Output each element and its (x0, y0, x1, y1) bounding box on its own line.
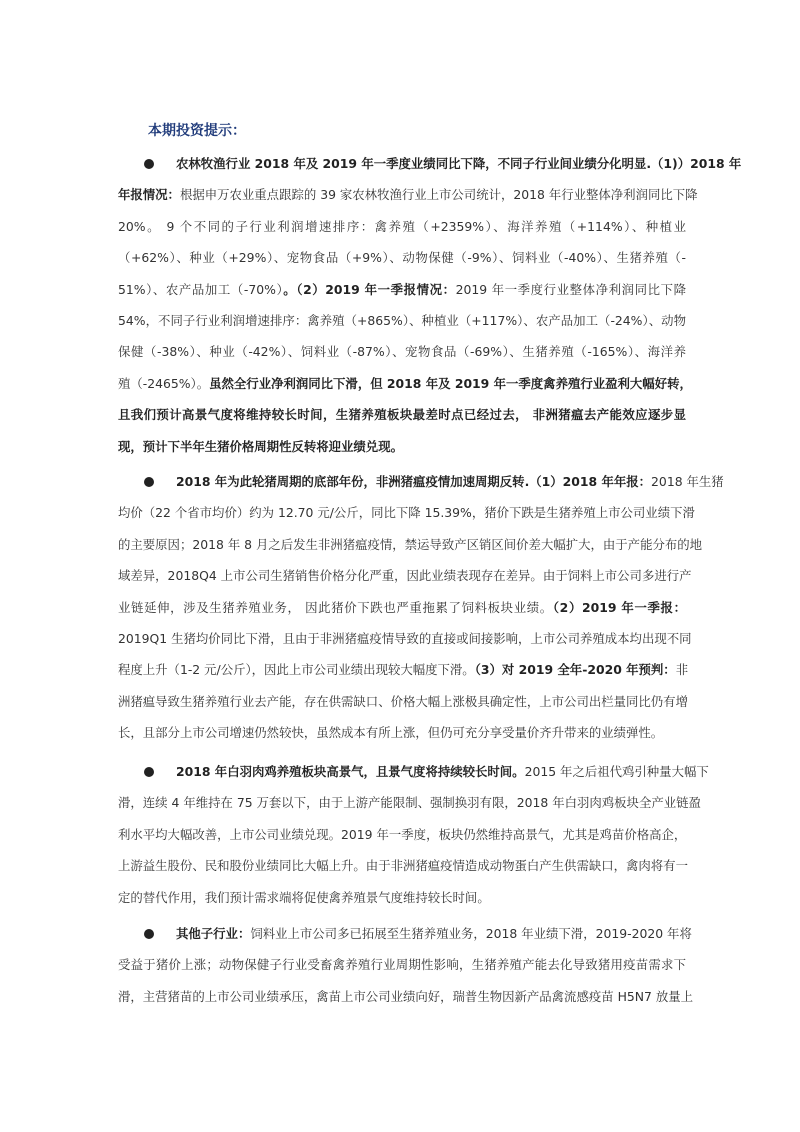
text-line: 域差异，2018Q4 上市公司生猪销售价格分化严重，因此业绩表现存在差异。由于饲料上市公司多进行产 (118, 568, 692, 584)
paragraph-pig-cycle (118, 466, 724, 749)
text-line: 定的替代作用，我们预计需求端将促使禽养殖景气度维持较长时间。 (118, 889, 490, 905)
text-line: （+62%）、种业（+29%）、宠物食品（+9%）、动物保健（-9%）、饲料业（-40%）、生猪养殖（- (118, 250, 686, 266)
bullet-icon (144, 477, 154, 487)
text-line: 长，且部分上市公司增速仍然较快，虽然成本有所上涨，但仍可充分享受量价齐升带来的业绩弹性。 (118, 725, 664, 741)
text-line: 业链延伸，涉及生猪养殖业务， 因此猪价下跌也严重拖累了饲料板块业绩。（2）2019 年一季报： (118, 599, 686, 615)
text-line: 的主要原因；2018 年 8 月之后发生非洲猪瘟疫情，禁运导致产区销区间价差大幅扩大，由于产能分布的地 (118, 536, 703, 552)
text-line: 受益于猪价上涨；动物保健子行业受畜禽养殖行业周期性影响，生猪养殖产能去化导致猪用疫苗需求下 (118, 957, 686, 973)
text-line: 滑，主营猪苗的上市公司业绩承压，禽苗上市公司业绩向好，瑞普生物因新产品禽流感疫苗 H5N7 放量上 (118, 988, 694, 1004)
text-line: 均价（22 个省市均价）约为 12.70 元/公斤，同比下降 15.39%，猪价下跌是生猪养殖上市公司业绩下滑 (118, 505, 695, 521)
paragraph-broiler (118, 756, 709, 913)
text-line: 程度上升（1-2 元/公斤），因此上市公司业绩出现较大幅度下滑。（3）对 2019 全年-2020 年预判：非 (118, 662, 689, 678)
text-line: 农林牧渔行业 2018 年及 2019 年一季度业绩同比下降，不同子行业间业绩分化明显.（1)）2018 年 (118, 148, 686, 179)
text-line: 51%）、农产品加工（-70%）。（2）2019 年一季报情况：2019 年一季度行业整体净利润同比下降 (118, 281, 686, 297)
text-line: 滑，连续 4 年维持在 75 万套以下，由于上游产能限制、强制换羽有限，2018 年白羽肉鸡板块全产业链盈 (118, 795, 701, 811)
text-line: 20%。 9 个不同的子行业利润增速排序：禽养殖（+2359%）、海洋养殖（+114%）、种植业 (118, 218, 686, 234)
text-line: 现，预计下半年生猪价格周期性反转将迎业绩兑现。 (118, 438, 403, 454)
text-line: 年报情况：根据申万农业重点跟踪的 39 家农林牧渔行业上市公司统计，2018 年行业整体净利润同比下降 (118, 187, 698, 203)
text-line: 其他子行业：饲料业上市公司多已拓展至生猪养殖业务，2018 年业绩下滑，2019-2020 年将 (118, 918, 686, 949)
text-line: 2019Q1 生猪均价同比下滑，且由于非洲猪瘟疫情导致的直接或间接影响，上市公司养殖成本均出现不同 (118, 630, 692, 646)
text-line: 2018 年为此轮猪周期的底部年份，非洲猪瘟疫情加速周期反转.（1）2018 年年报：2018 年生猪 (118, 466, 686, 497)
paragraph-other-subsectors (118, 918, 694, 1012)
text-line: 54%，不同子行业利润增速排序：禽养殖（+865%）、种植业（+117%）、农产品加工（-24%）、动物 (118, 312, 686, 328)
text-line: 且我们预计高景气度将维持较长时间，生猪养殖板块最差时点已经过去， 非洲猪瘟去产能效应逐步显 (118, 407, 686, 423)
text-line: 洲猪瘟导致生猪养殖行业去产能，存在供需缺口、价格大幅上涨极具确定性，上市公司出栏量同比仍有增 (118, 693, 688, 709)
bullet-icon (144, 159, 154, 169)
text-line: 利水平均大幅改善，上市公司业绩兑现。2019 年一季度，板块仍然维持高景气，尤其是鸡苗价格高企， (118, 826, 687, 842)
text-line: 上游益生股份、民和股份业绩同比大幅上升。由于非洲猪瘟疫情造成动物蛋白产生供需缺口，禽肉将有一 (118, 858, 688, 874)
section-heading: 本期投资提示： (148, 123, 246, 139)
paragraph-industry-summary (118, 148, 742, 462)
bullet-icon (144, 767, 154, 777)
text-line: 殖（-2465%）。虽然全行业净利润同比下滑，但 2018 年及 2019 年一季度禽养殖行业盈利大幅好转， (118, 375, 692, 391)
text-line: 保健（-38%）、种业（-42%）、饲料业（-87%）、宠物食品（-69%）、生猪养殖（-165%）、海洋养 (118, 344, 686, 360)
bullet-icon (144, 929, 154, 939)
text-line: 2018 年白羽肉鸡养殖板块高景气，且景气度将持续较长时间。2015 年之后祖代鸡引种量大幅下 (118, 756, 686, 787)
